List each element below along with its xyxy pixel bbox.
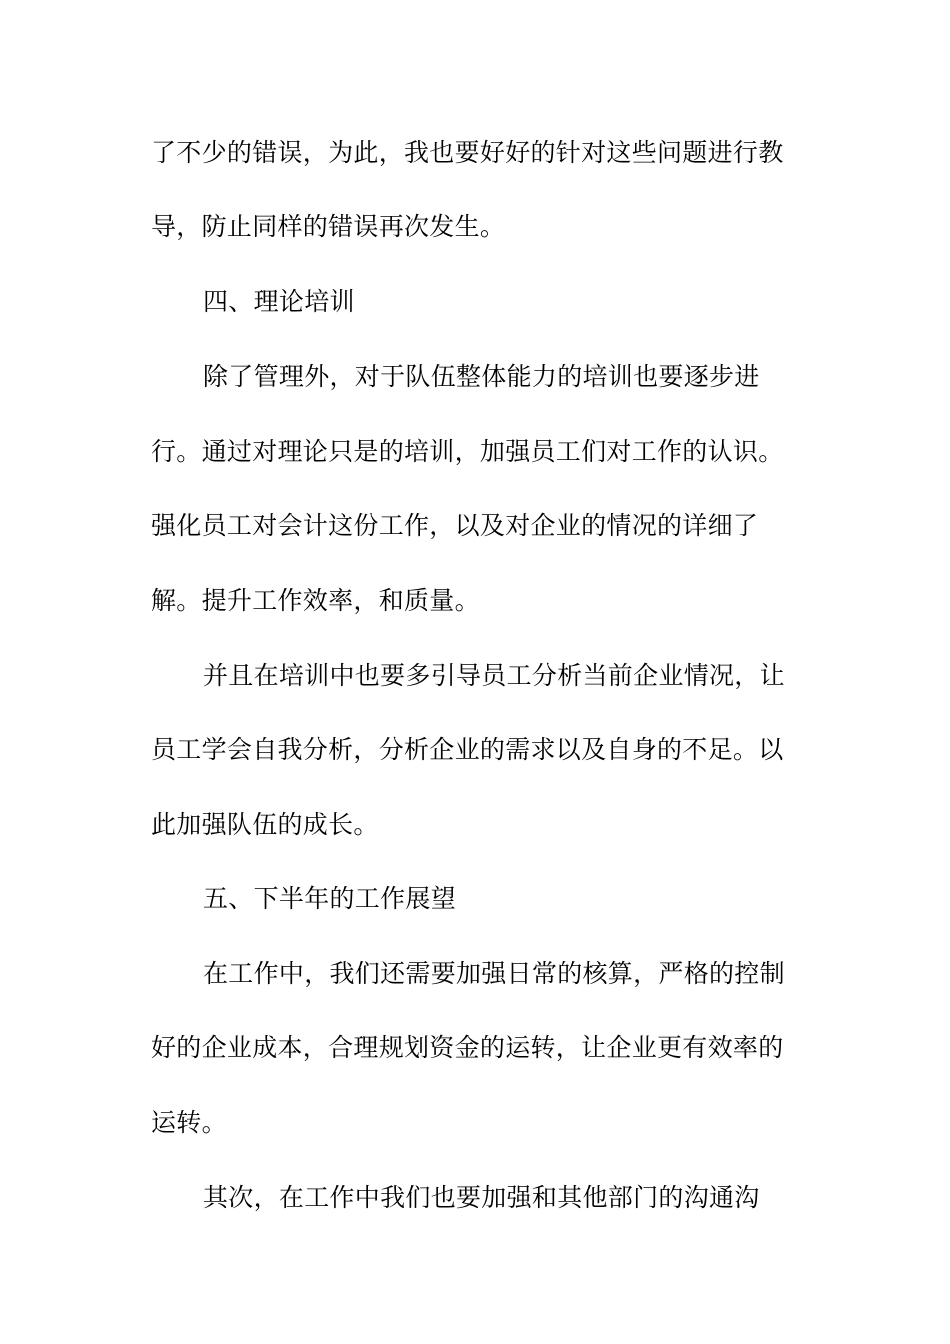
text-line-15: 其次，在工作中我们也要加强和其他部门的沟通沟: [203, 1183, 760, 1212]
text-line-9: 员工学会自我分析，分析企业的需求以及自身的不足。以: [151, 735, 784, 764]
section-heading-theory-training: 四、理论培训: [203, 287, 355, 316]
text-line-4: 除了管理外，对于队伍整体能力的培训也要逐步进: [203, 362, 760, 391]
text-line-6: 强化员工对会计这份工作，以及对企业的情况的详细了: [151, 511, 759, 540]
text-line-13: 好的企业成本，合理规划资金的运转，让企业更有效率的: [151, 1033, 784, 1062]
text-line-12: 在工作中，我们还需要加强日常的核算，严格的控制: [203, 959, 785, 988]
text-line-10: 此加强队伍的成长。: [151, 810, 379, 839]
text-line-1: 了不少的错误，为此，我也要好好的针对这些问题进行教: [151, 138, 784, 167]
section-heading-outlook: 五、下半年的工作展望: [203, 884, 457, 913]
text-line-8: 并且在培训中也要多引导员工分析当前企业情况，让: [203, 661, 785, 690]
text-line-14: 运转。: [151, 1108, 227, 1137]
text-line-5: 行。通过对理论只是的培训，加强员工们对工作的认识。: [151, 437, 784, 466]
text-line-7: 解。提升工作效率，和质量。: [151, 586, 480, 615]
text-line-2: 导，防止同样的错误再次发生。: [151, 212, 506, 241]
